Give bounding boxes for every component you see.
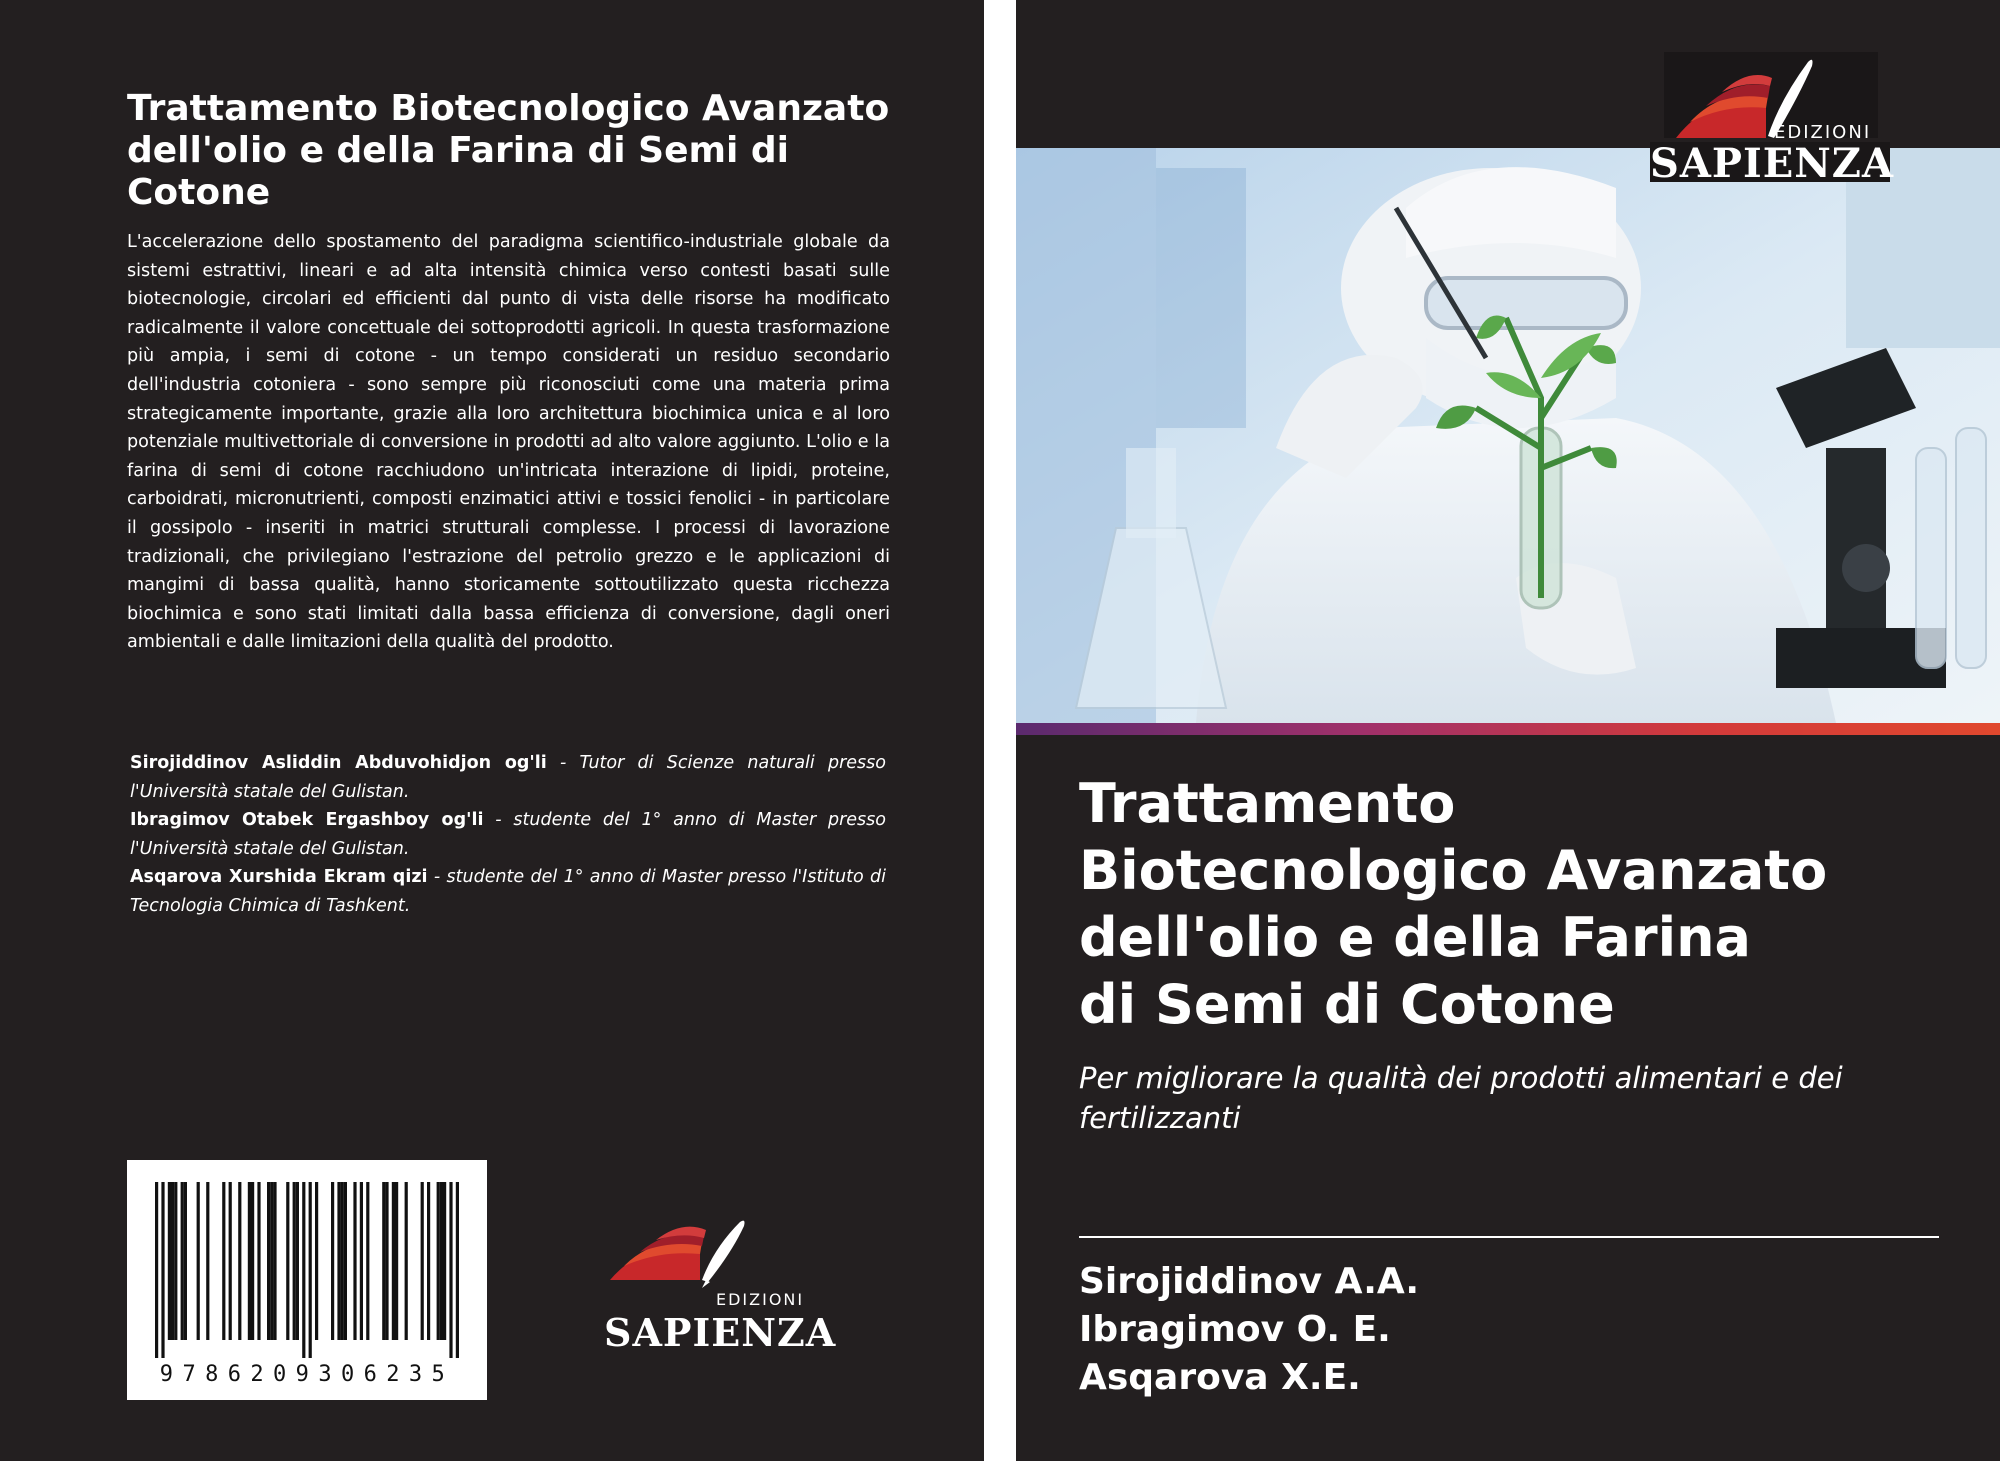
barcode-bar [392, 1182, 395, 1340]
barcode-bar [251, 1182, 254, 1340]
author-role: - studente del 1° anno di Master presso l'Istituto di Tecnologia Chimica di Tashkent. [130, 867, 886, 916]
barcode-bar [421, 1182, 424, 1340]
barcode-bar [238, 1182, 241, 1340]
sapienza-wordmark: SAPIENZA [1650, 140, 1894, 187]
sapienza-wordmark: SAPIENZA [604, 1310, 837, 1355]
barcode-bar [181, 1182, 184, 1340]
author-name: Ibragimov Otabek Ergashboy og'li [130, 810, 484, 831]
barcode-bar [270, 1182, 273, 1340]
author-role: - Tutor di Scienze naturali presso l'Università statale del Gulistan. [130, 753, 886, 802]
barcode-bar [267, 1182, 270, 1340]
back-cover [0, 0, 984, 1461]
publisher-logo-back [604, 1218, 837, 1355]
isbn-digits: 9786209306235 [159, 1362, 455, 1387]
barcode-bar [155, 1182, 158, 1358]
barcode-bar [273, 1182, 276, 1340]
title-line: di Semi di Cotone [1079, 973, 1615, 1036]
barcode-bar [353, 1182, 356, 1340]
barcode-bar [286, 1182, 289, 1340]
barcode-bar [315, 1182, 318, 1340]
barcode-bar [206, 1182, 209, 1340]
author-bios [130, 749, 886, 921]
barcode-bar [248, 1182, 251, 1340]
lab-photo [1016, 148, 2000, 723]
author-short-name: Ibragimov O. E. [1079, 1309, 1391, 1350]
barcode-bar [168, 1182, 171, 1340]
barcode-bar [395, 1182, 398, 1340]
author-bio [130, 749, 886, 806]
back-cover-blurb: L'accelerazione dello spostamento del paradigma scientifico-industriale globale da sistemi estrattivi, lineari e ad alta intensità chimica verso contesti basati sulle biotecnologie, circolari ed efficienti dal punto di vista delle risorse ha modificato radicalmente il valore concettuale dei sottoprodotti agricoli. In questa trasformazione più ampia, i semi di cotone - un tempo considerati un residuo secondario dell'industria cotoniera - sono sempre più riconosciuti come una materia prima strategicamente importante, grazie alla loro architettura biochimica unica e al loro potenziale multivettoriale di conversione in prodotti ad alto valore aggiunto. L'olio e la farina di semi di cotone racchiudono un'intricata interazione di lipidi, proteine, carboidrati, micronutrienti, composti enzimatici attivi e tossici fenolici - in particolare il gossipolo - inseriti in matrici strutturali complesse. I processi di lavorazione tradizionali, che privilegiano l'estrazione del petrolio grezzo e le applicazioni di mangimi di bassa qualità, hanno storicamente sottoutilizzato questa ricchezza biochimica e sono stati limitati dalla bassa efficienza di conversione, dagli oneri ambientali e dalle limitazioni della qualità del prodotto. [127, 232, 890, 653]
barcode-bar [309, 1182, 312, 1358]
title-line: Trattamento [1079, 772, 1456, 835]
barcode-bar [449, 1182, 452, 1358]
divider-line [1079, 1236, 1939, 1238]
barcode-bar [437, 1182, 440, 1340]
barcode-bar [366, 1182, 369, 1340]
barcode-bar [296, 1182, 299, 1340]
title-line: Biotecnologico Avanzato [1079, 839, 1828, 902]
barcode-bar [293, 1182, 296, 1340]
barcode-bar [229, 1182, 232, 1340]
barcode-bars [145, 1182, 469, 1358]
barcode-bar [197, 1182, 200, 1340]
front-cover-title [1079, 770, 1959, 1038]
edizioni-label: EDIZIONI [1774, 122, 1872, 143]
author-role: - studente del 1° anno di Master presso l'Università statale del Gulistan. [130, 810, 886, 859]
barcode-bar [331, 1182, 334, 1340]
barcode-bar [382, 1182, 385, 1340]
barcode-bar [443, 1182, 446, 1340]
quill-fan-icon [604, 1218, 824, 1298]
author-short-name: Asqarova X.E. [1079, 1357, 1361, 1398]
isbn-barcode [127, 1160, 487, 1400]
author-bio [130, 863, 886, 920]
barcode-bar [341, 1182, 344, 1340]
publisher-logo-front [1650, 52, 1894, 187]
barcode-bar [161, 1182, 164, 1358]
back-cover-title: Trattamento Biotecnologico Avanzato dell'olio e della Farina di Semi di Cotone [127, 88, 890, 213]
barcode-bar [174, 1182, 177, 1340]
barcode-bar [344, 1182, 347, 1340]
author-name: Asqarova Xurshida Ekram qizi [130, 867, 428, 888]
front-cover-authors [1079, 1258, 1419, 1402]
author-bio [130, 806, 886, 863]
barcode-bar [302, 1182, 305, 1358]
edizioni-label: EDIZIONI [716, 1290, 805, 1309]
barcode-bar [222, 1182, 225, 1340]
author-name: Sirojiddinov Asliddin Abduvohidjon og'li [130, 753, 547, 773]
barcode-bar [171, 1182, 174, 1340]
barcode-bar [360, 1182, 363, 1340]
barcode-bar [405, 1182, 408, 1340]
barcode-bar [184, 1182, 187, 1340]
front-cover-subtitle: Per migliorare la qualità dei prodotti alimentari e dei fertilizzanti [1079, 1061, 1843, 1135]
barcode-bar [337, 1182, 340, 1340]
scientist-with-plant-image [1016, 148, 2000, 723]
barcode-bar [427, 1182, 430, 1340]
barcode-bar [456, 1182, 459, 1358]
title-line: dell'olio e della Farina [1079, 906, 1751, 969]
barcode-bar [257, 1182, 260, 1340]
author-short-name: Sirojiddinov A.A. [1079, 1261, 1420, 1302]
barcode-bar [440, 1182, 443, 1340]
color-stripe [1016, 723, 2000, 735]
barcode-bar [385, 1182, 388, 1340]
